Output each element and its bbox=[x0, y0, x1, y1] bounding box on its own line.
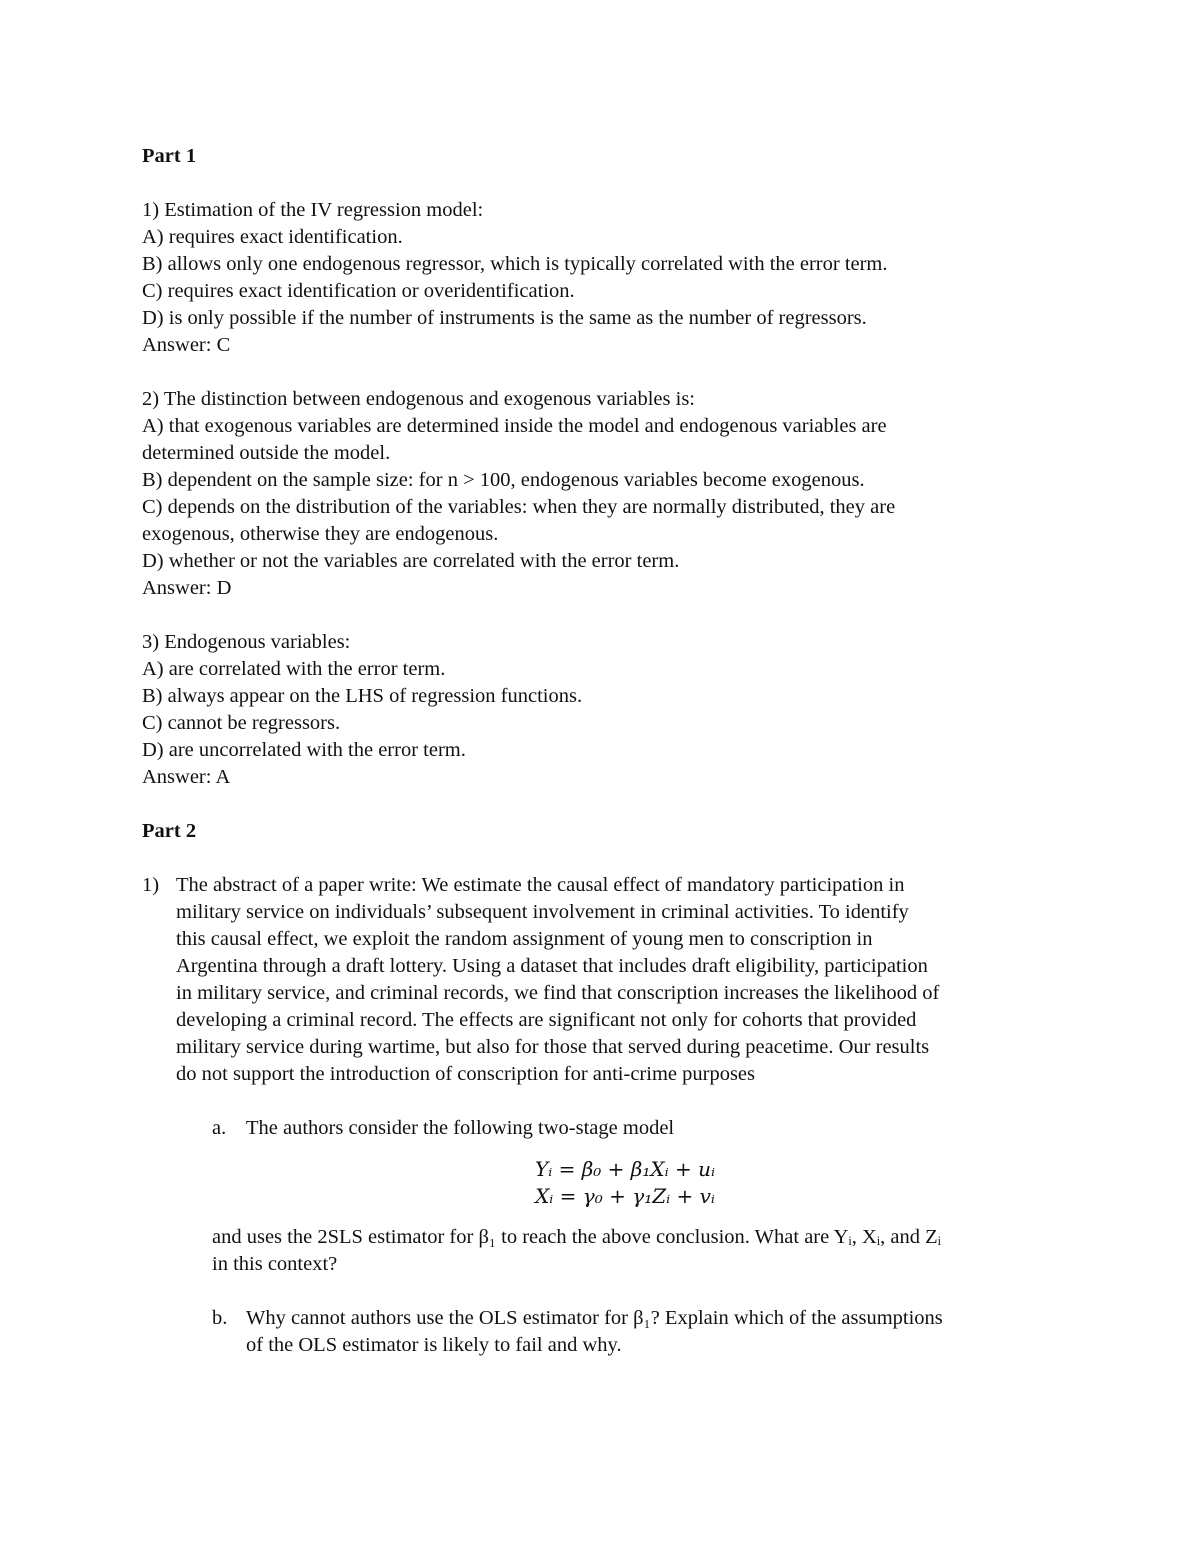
option-a: A) that exogenous variables are determined inside the model and endogenous variables are bbox=[142, 415, 887, 437]
sub-letter-a: a. bbox=[212, 1117, 227, 1139]
option-d: D) are uncorrelated with the error term. bbox=[142, 739, 466, 761]
question-line: 2) The distinction between endogenous and exogenous variables is: bbox=[142, 388, 695, 410]
abstract-line: in military service, and criminal records, we find that conscription increases the likelihood of bbox=[176, 982, 940, 1004]
abstract-line: this causal effect, we exploit the random assignment of young men to conscription in bbox=[176, 928, 873, 950]
part2-title: Part 2 bbox=[142, 820, 197, 842]
item-number: 1) bbox=[142, 874, 160, 896]
option-a: A) are correlated with the error term. bbox=[142, 658, 446, 680]
sub-b-line: of the OLS estimator is likely to fail and why. bbox=[246, 1334, 622, 1356]
abstract-line: do not support the introduction of conscription for anti-crime purposes bbox=[176, 1063, 756, 1085]
question-3 bbox=[142, 629, 1062, 791]
two-stage-equations bbox=[385, 1156, 865, 1210]
answer: Answer: D bbox=[142, 577, 232, 599]
abstract-line: developing a criminal record. The effects are significant not only for cohorts that provided bbox=[176, 1009, 917, 1031]
option-d: D) whether or not the variables are correlated with the error term. bbox=[142, 550, 680, 572]
abstract-line: military service during wartime, but also for those that served during peacetime. Our results bbox=[176, 1036, 930, 1058]
part1-title: Part 1 bbox=[142, 145, 197, 167]
document-page bbox=[142, 143, 1062, 1359]
question-line: 1) Estimation of the IV regression model: bbox=[142, 199, 484, 221]
option-c-cont: exogenous, otherwise they are endogenous. bbox=[142, 523, 499, 545]
option-b: B) dependent on the sample size: for n > 100, endogenous variables become exogenous. bbox=[142, 469, 865, 491]
sub-letter-b: b. bbox=[212, 1307, 228, 1329]
equation-first-stage-y: Yᵢ = β₀ + β₁Xᵢ + uᵢ bbox=[535, 1157, 715, 1181]
sub-question-b bbox=[0, 1305, 1200, 1359]
sub-b-line: Why cannot authors use the OLS estimator for β₁? Explain which of the assumptions bbox=[246, 1307, 943, 1329]
answer: Answer: C bbox=[142, 334, 231, 356]
question-1 bbox=[142, 197, 1062, 359]
sub-question-a bbox=[0, 1115, 1200, 1142]
abstract-line: military service on individuals’ subsequent involvement in criminal activities. To identify bbox=[176, 901, 909, 923]
part2-question-1 bbox=[142, 872, 1062, 1088]
equation-second-stage-x: Xᵢ = γ₀ + γ₁Zᵢ + vᵢ bbox=[535, 1184, 715, 1208]
option-a-cont: determined outside the model. bbox=[142, 442, 391, 464]
option-b: B) allows only one endogenous regressor, which is typically correlated with the error term. bbox=[142, 253, 888, 275]
option-b: B) always appear on the LHS of regression functions. bbox=[142, 685, 583, 707]
option-c: C) requires exact identification or overidentification. bbox=[142, 280, 575, 302]
followup-line: in this context? bbox=[212, 1253, 338, 1275]
abstract-line: Argentina through a draft lottery. Using a dataset that includes draft eligibility, participation bbox=[176, 955, 928, 977]
option-c: C) cannot be regressors. bbox=[142, 712, 341, 734]
option-a: A) requires exact identification. bbox=[142, 226, 403, 248]
question-line: 3) Endogenous variables: bbox=[142, 631, 351, 653]
option-d: D) is only possible if the number of instruments is the same as the number of regressors. bbox=[142, 307, 867, 329]
option-c: C) depends on the distribution of the variables: when they are normally distributed, they are bbox=[142, 496, 896, 518]
sub-a-followup bbox=[0, 1224, 1200, 1278]
followup-line: and uses the 2SLS estimator for β₁ to reach the above conclusion. What are Yᵢ, Xᵢ, and Zᵢ bbox=[212, 1226, 941, 1248]
sub-a-text: The authors consider the following two-stage model bbox=[246, 1117, 675, 1139]
abstract-line: The abstract of a paper write: We estimate the causal effect of mandatory participation in bbox=[176, 874, 905, 896]
question-2 bbox=[142, 386, 1062, 602]
answer: Answer: A bbox=[142, 766, 231, 788]
